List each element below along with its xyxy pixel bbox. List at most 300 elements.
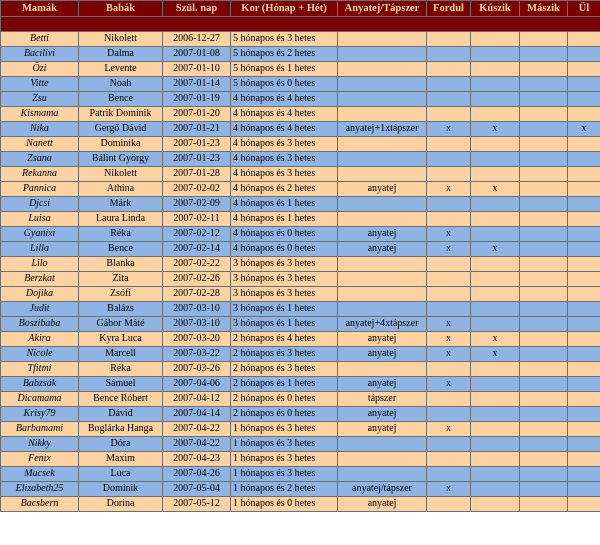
feeding <box>338 167 427 182</box>
mother-name: Elizabeth25 <box>1 482 79 497</box>
sits-mark <box>568 32 600 47</box>
birth-date: 2007-01-23 <box>163 137 231 152</box>
mother-name: Nika <box>1 122 79 137</box>
feeding: anyatej <box>338 377 427 392</box>
table-row <box>1 437 600 452</box>
crawls-mark <box>471 152 520 167</box>
mother-name: Zsu <box>1 92 79 107</box>
age: 5 hónapos és 2 hetes <box>231 47 338 62</box>
sits-mark <box>568 497 600 512</box>
climbs-mark <box>520 287 568 302</box>
rolls-over-mark <box>427 302 471 317</box>
crawls-mark: x <box>471 242 520 257</box>
feeding: anyatej <box>338 182 427 197</box>
rolls-over-mark: x <box>427 347 471 362</box>
birth-date: 2007-04-23 <box>163 452 231 467</box>
climbs-mark <box>520 122 568 137</box>
mother-name: Nicole <box>1 347 79 362</box>
rolls-over-mark: x <box>427 242 471 257</box>
mother-name: Akira <box>1 332 79 347</box>
age: 1 hónapos és 3 hetes <box>231 467 338 482</box>
rolls-over-mark: x <box>427 377 471 392</box>
climbs-mark <box>520 302 568 317</box>
rolls-over-mark <box>427 47 471 62</box>
birth-date: 2007-02-14 <box>163 242 231 257</box>
sits-mark <box>568 242 600 257</box>
table-row <box>1 242 600 257</box>
sits-mark <box>568 407 600 422</box>
birth-date: 2007-04-26 <box>163 467 231 482</box>
table-row <box>1 452 600 467</box>
crawls-mark: x <box>471 182 520 197</box>
table-row <box>1 182 600 197</box>
table-row <box>1 47 600 62</box>
birth-date: 2007-04-22 <box>163 422 231 437</box>
age: 1 hónapos és 3 hetes <box>231 452 338 467</box>
feeding <box>338 197 427 212</box>
baby-name: Noah <box>79 77 163 92</box>
climbs-mark <box>520 392 568 407</box>
birth-date: 2007-01-14 <box>163 77 231 92</box>
baby-name: Maxim <box>79 452 163 467</box>
birth-date: 2006-12-27 <box>163 32 231 47</box>
climbs-mark <box>520 107 568 122</box>
age: 4 hónapos és 4 hetes <box>231 122 338 137</box>
feeding <box>338 272 427 287</box>
mother-name: Rekanna <box>1 167 79 182</box>
table-row <box>1 317 600 332</box>
table-row <box>1 62 600 77</box>
mother-name: Özi <box>1 62 79 77</box>
birth-date: 2007-02-26 <box>163 272 231 287</box>
baby-name: Nikolett <box>79 167 163 182</box>
mother-name: Zsana <box>1 152 79 167</box>
header-band <box>1 17 600 32</box>
sits-mark <box>568 47 600 62</box>
climbs-mark <box>520 227 568 242</box>
age: 4 hónapos és 2 hetes <box>231 182 338 197</box>
mother-name: Betti <box>1 32 79 47</box>
age: 5 hónapos és 1 hetes <box>231 62 338 77</box>
feeding: anyatej <box>338 242 427 257</box>
table-row <box>1 407 600 422</box>
table-row <box>1 377 600 392</box>
feeding <box>338 107 427 122</box>
baby-name: Nikolett <box>79 32 163 47</box>
feeding <box>338 137 427 152</box>
sits-mark <box>568 182 600 197</box>
age: 4 hónapos és 3 hetes <box>231 137 338 152</box>
feeding <box>338 77 427 92</box>
birth-date: 2007-04-12 <box>163 392 231 407</box>
rolls-over-mark: x <box>427 182 471 197</box>
table-row <box>1 422 600 437</box>
rolls-over-mark <box>427 62 471 77</box>
birth-date: 2007-02-28 <box>163 287 231 302</box>
header-babies: Babák <box>79 1 163 17</box>
crawls-mark <box>471 392 520 407</box>
baby-name: Dominik <box>79 482 163 497</box>
rolls-over-mark <box>427 92 471 107</box>
birth-date: 2007-01-23 <box>163 152 231 167</box>
feeding: anyatej+4xtápszer <box>338 317 427 332</box>
mother-name: Bacsbern <box>1 497 79 512</box>
crawls-mark: x <box>471 347 520 362</box>
header-crawls: Kúszik <box>471 1 520 17</box>
sits-mark <box>568 152 600 167</box>
sits-mark <box>568 257 600 272</box>
birth-date: 2007-01-28 <box>163 167 231 182</box>
rolls-over-mark <box>427 257 471 272</box>
crawls-mark: x <box>471 332 520 347</box>
header-mothers: Mamák <box>1 1 79 17</box>
birth-date: 2007-02-09 <box>163 197 231 212</box>
rolls-over-mark <box>427 212 471 227</box>
rolls-over-mark <box>427 167 471 182</box>
climbs-mark <box>520 77 568 92</box>
age: 3 hónapos és 1 hetes <box>231 317 338 332</box>
crawls-mark <box>471 212 520 227</box>
mother-name: Berzkat <box>1 272 79 287</box>
sits-mark <box>568 452 600 467</box>
sits-mark <box>568 317 600 332</box>
baby-name: Gergő Dávid <box>79 122 163 137</box>
climbs-mark <box>520 407 568 422</box>
header-row <box>1 1 600 17</box>
feeding <box>338 302 427 317</box>
climbs-mark <box>520 152 568 167</box>
header-birthdate: Szül. nap <box>163 1 231 17</box>
climbs-mark <box>520 197 568 212</box>
crawls-mark <box>471 62 520 77</box>
sits-mark <box>568 77 600 92</box>
feeding <box>338 467 427 482</box>
baby-name: Luca <box>79 467 163 482</box>
feeding <box>338 287 427 302</box>
age: 3 hónapos és 3 hetes <box>231 272 338 287</box>
rolls-over-mark <box>427 107 471 122</box>
table-row <box>1 392 600 407</box>
feeding <box>338 362 427 377</box>
birth-date: 2007-04-22 <box>163 437 231 452</box>
baby-name: Dóra <box>79 437 163 452</box>
baby-name: Laura Linda <box>79 212 163 227</box>
baby-name: Sámuel <box>79 377 163 392</box>
sits-mark <box>568 62 600 77</box>
sits-mark <box>568 377 600 392</box>
baby-name: Réka <box>79 227 163 242</box>
mother-name: Pannica <box>1 182 79 197</box>
age: 4 hónapos és 4 hetes <box>231 92 338 107</box>
crawls-mark <box>471 107 520 122</box>
feeding: tápszer <box>338 392 427 407</box>
mother-name: Tfitmi <box>1 362 79 377</box>
baby-name: Márk <box>79 197 163 212</box>
mother-name: Macsek <box>1 467 79 482</box>
feeding: anyatej <box>338 347 427 362</box>
table-row <box>1 332 600 347</box>
baby-name: Bálint György <box>79 152 163 167</box>
crawls-mark <box>471 482 520 497</box>
age: 4 hónapos és 4 hetes <box>231 107 338 122</box>
baby-name: Patrik Dominik <box>79 107 163 122</box>
age: 2 hónapos és 3 hetes <box>231 362 338 377</box>
age: 4 hónapos és 3 hetes <box>231 152 338 167</box>
crawls-mark <box>471 362 520 377</box>
baby-name: Marcell <box>79 347 163 362</box>
feeding <box>338 437 427 452</box>
rolls-over-mark <box>427 152 471 167</box>
table-row <box>1 122 600 137</box>
mother-name: Lilla <box>1 242 79 257</box>
baby-name: Dalma <box>79 47 163 62</box>
crawls-mark <box>471 77 520 92</box>
mother-name: Nanett <box>1 137 79 152</box>
sits-mark: x <box>568 122 600 137</box>
baby-name: Réka <box>79 362 163 377</box>
birth-date: 2007-04-06 <box>163 377 231 392</box>
feeding: anyatej <box>338 422 427 437</box>
birth-date: 2007-05-04 <box>163 482 231 497</box>
crawls-mark <box>471 497 520 512</box>
rolls-over-mark <box>427 272 471 287</box>
rolls-over-mark <box>427 362 471 377</box>
rolls-over-mark: x <box>427 482 471 497</box>
age: 4 hónapos és 1 hetes <box>231 197 338 212</box>
baby-name: Zsófi <box>79 287 163 302</box>
crawls-mark <box>471 167 520 182</box>
crawls-mark <box>471 272 520 287</box>
mother-name: Barbamami <box>1 422 79 437</box>
age: 2 hónapos és 3 hetes <box>231 347 338 362</box>
age: 2 hónapos és 4 hetes <box>231 332 338 347</box>
table-row <box>1 347 600 362</box>
baby-name: Athina <box>79 182 163 197</box>
sits-mark <box>568 287 600 302</box>
crawls-mark <box>471 317 520 332</box>
sits-mark <box>568 482 600 497</box>
crawls-mark <box>471 92 520 107</box>
crawls-mark <box>471 437 520 452</box>
climbs-mark <box>520 137 568 152</box>
climbs-mark <box>520 317 568 332</box>
mother-name: Luisa <box>1 212 79 227</box>
sits-mark <box>568 437 600 452</box>
birth-date: 2007-05-12 <box>163 497 231 512</box>
birth-date: 2007-04-14 <box>163 407 231 422</box>
table-row <box>1 362 600 377</box>
climbs-mark <box>520 92 568 107</box>
age: 3 hónapos és 3 hetes <box>231 287 338 302</box>
sits-mark <box>568 302 600 317</box>
mother-name: Babzsák <box>1 377 79 392</box>
climbs-mark <box>520 242 568 257</box>
rolls-over-mark: x <box>427 317 471 332</box>
birth-date: 2007-01-19 <box>163 92 231 107</box>
baby-name: Balázs <box>79 302 163 317</box>
birth-date: 2007-01-21 <box>163 122 231 137</box>
climbs-mark <box>520 362 568 377</box>
age: 3 hónapos és 1 hetes <box>231 302 338 317</box>
sits-mark <box>568 272 600 287</box>
birth-date: 2007-03-22 <box>163 347 231 362</box>
table-row <box>1 92 600 107</box>
baby-name: Dorina <box>79 497 163 512</box>
table-row <box>1 77 600 92</box>
baby-name: Dávid <box>79 407 163 422</box>
baby-name: Levente <box>79 62 163 77</box>
table-row <box>1 302 600 317</box>
age: 1 hónapos és 2 hetes <box>231 482 338 497</box>
sits-mark <box>568 137 600 152</box>
rolls-over-mark <box>427 452 471 467</box>
mother-name: Lilo <box>1 257 79 272</box>
climbs-mark <box>520 482 568 497</box>
rolls-over-mark <box>427 32 471 47</box>
baby-name: Boglárka Hanga <box>79 422 163 437</box>
table-row <box>1 482 600 497</box>
climbs-mark <box>520 62 568 77</box>
rolls-over-mark <box>427 197 471 212</box>
header-band-cell <box>1 17 600 32</box>
climbs-mark <box>520 422 568 437</box>
mother-name: Dojika <box>1 287 79 302</box>
age: 2 hónapos és 0 hetes <box>231 392 338 407</box>
birth-date: 2007-01-10 <box>163 62 231 77</box>
table-row <box>1 272 600 287</box>
sits-mark <box>568 362 600 377</box>
mother-name: Dicamama <box>1 392 79 407</box>
table-row <box>1 212 600 227</box>
header-age: Kor (Hónap + Hét) <box>231 1 338 17</box>
mother-name: Boszibaba <box>1 317 79 332</box>
mother-name: Gyanixi <box>1 227 79 242</box>
climbs-mark <box>520 497 568 512</box>
header-climbs: Mászik <box>520 1 568 17</box>
crawls-mark <box>471 227 520 242</box>
rolls-over-mark <box>427 407 471 422</box>
header-sits: Ül <box>568 1 600 17</box>
feeding: anyatej <box>338 497 427 512</box>
feeding <box>338 152 427 167</box>
feeding: anyatej/tápszer <box>338 482 427 497</box>
table-row <box>1 497 600 512</box>
rolls-over-mark: x <box>427 122 471 137</box>
age: 1 hónapos és 3 hetes <box>231 437 338 452</box>
birth-date: 2007-03-20 <box>163 332 231 347</box>
crawls-mark <box>471 407 520 422</box>
crawls-mark <box>471 302 520 317</box>
crawls-mark <box>471 467 520 482</box>
rolls-over-mark: x <box>427 227 471 242</box>
feeding <box>338 212 427 227</box>
header-feeding: Anyatej/Tápszer <box>338 1 427 17</box>
age: 4 hónapos és 0 hetes <box>231 242 338 257</box>
age: 1 hónapos és 3 hetes <box>231 422 338 437</box>
crawls-mark <box>471 377 520 392</box>
rolls-over-mark <box>427 392 471 407</box>
rolls-over-mark <box>427 497 471 512</box>
baby-name: Gábor Máté <box>79 317 163 332</box>
climbs-mark <box>520 182 568 197</box>
climbs-mark <box>520 452 568 467</box>
age: 5 hónapos és 3 hetes <box>231 32 338 47</box>
mother-name: Bacilivi <box>1 47 79 62</box>
baby-name: Dominika <box>79 137 163 152</box>
sits-mark <box>568 212 600 227</box>
crawls-mark <box>471 422 520 437</box>
climbs-mark <box>520 377 568 392</box>
mother-name: Nikky <box>1 437 79 452</box>
table-row <box>1 107 600 122</box>
feeding: anyatej <box>338 407 427 422</box>
age: 3 hónapos és 3 hetes <box>231 257 338 272</box>
feeding: anyatej <box>338 332 427 347</box>
birth-date: 2007-02-22 <box>163 257 231 272</box>
climbs-mark <box>520 257 568 272</box>
sits-mark <box>568 422 600 437</box>
table-row <box>1 32 600 47</box>
climbs-mark <box>520 32 568 47</box>
sits-mark <box>568 347 600 362</box>
feeding <box>338 452 427 467</box>
crawls-mark <box>471 197 520 212</box>
age: 2 hónapos és 0 hetes <box>231 407 338 422</box>
feeding <box>338 257 427 272</box>
baby-name: Bence Róbert <box>79 392 163 407</box>
birth-date: 2007-02-12 <box>163 227 231 242</box>
age: 2 hónapos és 1 hetes <box>231 377 338 392</box>
climbs-mark <box>520 212 568 227</box>
rolls-over-mark <box>427 437 471 452</box>
table-row <box>1 137 600 152</box>
table-row <box>1 227 600 242</box>
crawls-mark <box>471 452 520 467</box>
birth-date: 2007-03-10 <box>163 317 231 332</box>
sits-mark <box>568 167 600 182</box>
table-row <box>1 257 600 272</box>
mother-name: Krisy79 <box>1 407 79 422</box>
crawls-mark <box>471 137 520 152</box>
baby-name: Kyra Luca <box>79 332 163 347</box>
sits-mark <box>568 227 600 242</box>
mother-name: Kismama <box>1 107 79 122</box>
rolls-over-mark: x <box>427 422 471 437</box>
climbs-mark <box>520 347 568 362</box>
climbs-mark <box>520 272 568 287</box>
birth-date: 2007-03-26 <box>163 362 231 377</box>
table-row <box>1 152 600 167</box>
table-row <box>1 467 600 482</box>
crawls-mark <box>471 32 520 47</box>
age: 4 hónapos és 1 hetes <box>231 212 338 227</box>
birth-date: 2007-01-20 <box>163 107 231 122</box>
birth-date: 2007-03-10 <box>163 302 231 317</box>
baby-name: Zita <box>79 272 163 287</box>
climbs-mark <box>520 437 568 452</box>
rolls-over-mark: x <box>427 332 471 347</box>
feeding <box>338 62 427 77</box>
header-rolls-over: Fordul <box>427 1 471 17</box>
rolls-over-mark <box>427 287 471 302</box>
age: 1 hónapos és 0 hetes <box>231 497 338 512</box>
age: 4 hónapos és 3 hetes <box>231 167 338 182</box>
rolls-over-mark <box>427 467 471 482</box>
table-row <box>1 167 600 182</box>
baby-name: Bence <box>79 242 163 257</box>
feeding: anyatej <box>338 227 427 242</box>
mother-name: Fenix <box>1 452 79 467</box>
